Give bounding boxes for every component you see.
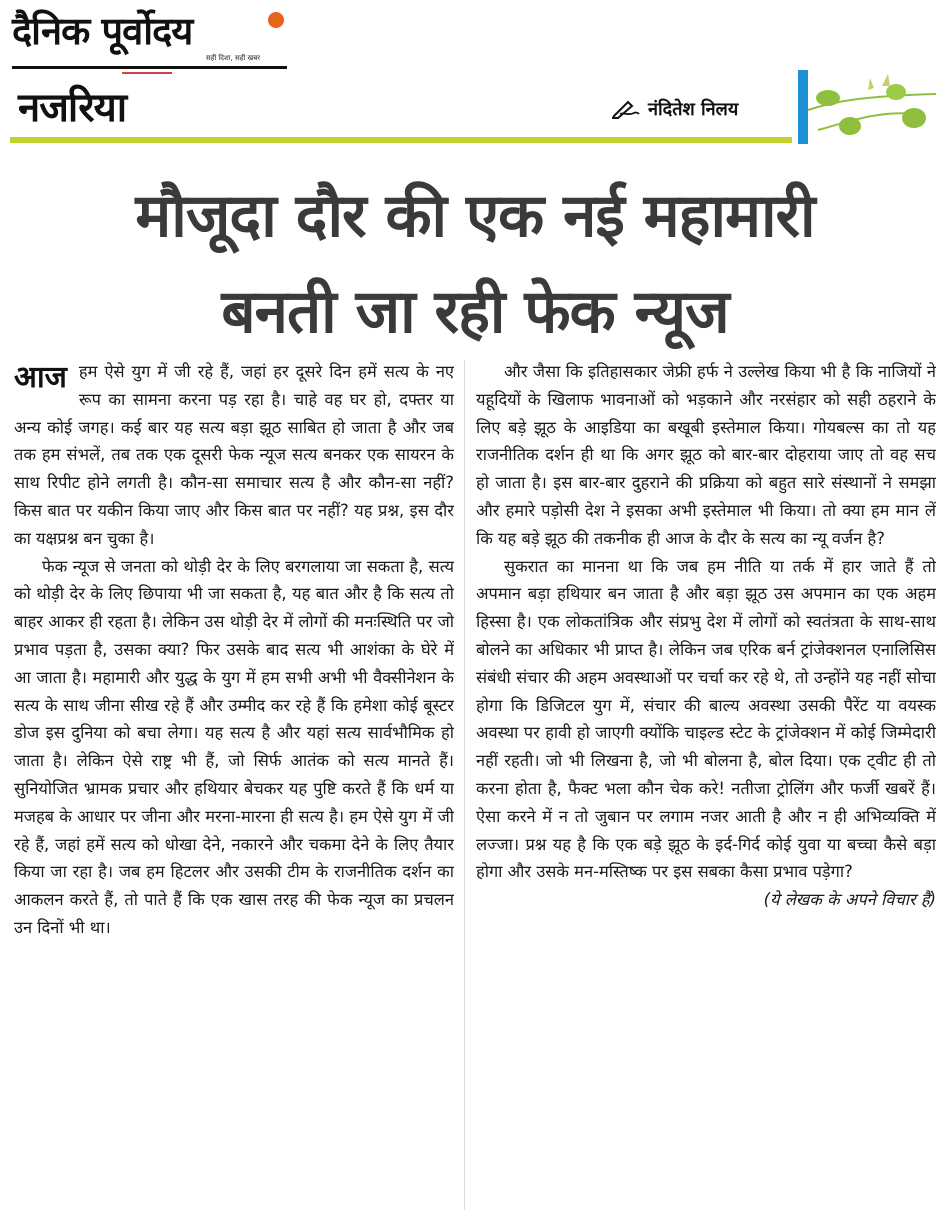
author-name: नंदितेश निलय xyxy=(648,99,739,120)
article-column-right xyxy=(476,358,936,914)
masthead xyxy=(12,8,287,70)
author-byline xyxy=(612,94,738,124)
pen-icon xyxy=(612,99,640,119)
headline xyxy=(30,168,920,360)
dropcap: आज xyxy=(14,360,67,395)
column-divider xyxy=(464,360,465,1210)
author-disclaimer: (ये लेखक के अपने विचार हैं) xyxy=(763,890,936,910)
article-paragraph-text: हम ऐसे युग में जी रहे हैं, जहां हर दूसरे दिन हमें सत्य के नए रूप का सामना करना पड़ रहा है। चाहे वह घर हो, दफ्तर या अन्य कोई जगह। कई बार यह सत्य बड़ा झूठ साबित हो जाता है और जब तक हम संभलें, तब तक एक दूसरी फेक न्यूज सत्य बनकर एक सायरन के साथ रिपीट होने लगती है। कौन-सा समाचार सत्य है और कौन-सा नहीं? किस बात पर यकीन किया जाए और किस बात पर नहीं? यह प्रश्न, इस दौर का यक्षप्रश्न बन चुका है। xyxy=(14,362,454,548)
masthead-title: दैनिक पूर्वोदय xyxy=(12,9,193,53)
article-paragraph: और जैसा कि इतिहासकार जेफ्री हर्फ ने उल्लेख किया भी है कि नाजियों ने यहूदियों के खिलाफ भावनाओं को भड़काने और नरसंहार को सही ठहराने के लिए बड़े झूठ के आइडिया का बखूबी इस्तेमाल किया। गोयबल्स का तो यह राजनीतिक दर्शन ही था कि अगर झूठ को बार-बार दोहराया जाए तो वह सच हो जाता है। इस बार-बार दुहराने की प्रक्रिया को बहुत सारे संस्थानों ने समझा और हमारे पड़ोसी देश ने इसका अभी इस्तेमाल भी किया। तो क्या हम मान लें कि यह बड़े झूठ की तकनीक ही आज के दौर के सत्य का न्यू वर्जन है? xyxy=(476,362,936,548)
article-paragraph xyxy=(14,358,454,553)
article-paragraph: फेक न्यूज से जनता को थोड़ी देर के लिए बरगलाया जा सकता है, सत्य को थोड़ी देर के लिए छिपाया भी जा सकता है, यह बात और है कि सत्य तो बाहर आकर ही रहता है। लेकिन उस थोड़ी देर में लोगों की मनःस्थिति पर जो प्रभाव पड़ता है, उसका क्या? फिर उसके बाद सत्य भी आशंका के घेरे में आ जाता है। महामारी और युद्ध के युग में हम सभी अभी भी वैक्सीनेशन के सत्य के साथ जीना सीख रहे हैं और उम्मीद कर रहे हैं कि हमेशा कोई बूस्टर डोज इस दुनिया को बचा लेगा। यह सत्य है और यहां सत्य सार्वभौमिक हो जाता है। लेकिन ऐसे राष्ट्र भी हैं, जो सिर्फ आतंक को सत्य मानते हैं। सुनियोजित भ्रामक प्रचार और हथियार बेचकर यह पुष्टि करते हैं कि धर्म या मजहब के आधार पर जीना और मरना-मारना ही सत्य है। हम ऐसे युग में जी रहे हैं, जहां हमें सत्य को धोखा देने, नकारने और चकमा देने के लिए तैयार किया जा रहा है। जब हम हिटलर और उसकी टीम के राजनीतिक दर्शन का आकलन करते हैं, तो पाते हैं कि एक खास तरह की फेक न्यूज का प्रचलन उन दिनों भी था। xyxy=(14,556,454,937)
section-label: नजरिया xyxy=(18,85,127,131)
brand-dot-icon xyxy=(268,12,284,28)
section-accent-rule xyxy=(10,137,792,143)
masthead-accent-line xyxy=(122,72,172,74)
masthead-rule xyxy=(12,66,287,69)
headline-line-2: बनती जा रही फेक न्यूज xyxy=(221,277,729,347)
article-column-left xyxy=(14,358,454,942)
article-paragraph: सुकरात का मानना था कि जब हम नीति या तर्क में हार जाते हैं तो अपमान बड़ा हथियार बन जाता है और बड़ा झूठ उस अपमान का एक अहम हिस्सा है। एक लोकतांत्रिक और संप्रभु देश में लोगों को स्वतंत्रता के साथ-साथ बोलने का अधिकार भी प्राप्त है। लेकिन जब एरिक बर्न ट्रांजेक्शनल एनालिसिस संबंधी संचार की अहम अवस्थाओं पर चर्चा कर रहे थे, तो उन्होंने यह नहीं सोचा होगा कि डिजिटल युग में, संचार की बाल्य अवस्था उसकी पैरेंट या वयस्क अवस्था पर हावी हो जाएगी क्योंकि चाइल्ड स्टेट के ट्रांजेक्शन में कोई जिम्मेदारी नहीं रहती। जो भी लिखना है, जो भी बोलना है, बोल दिया। एक ट्वीट ही तो करना होता है, फैक्ट भला कौन चेक करे! नतीजा ट्रोलिंग और फर्जी खबरें हैं। ऐसा करने में न तो जुबान पर लगाम नजर आती है और न ही अभिव्यक्ति में लज्जा। प्रश्न यह है कि एक बड़े झूठ के इर्द-गिर्द कोई युवा या बच्चा कैसे बड़ा होगा और उसके मन-मस्तिष्क पर इस सबका कैसा प्रभाव पड़ेगा? xyxy=(476,556,936,882)
leaf-branch-icon xyxy=(798,70,938,144)
headline-line-1: मौजूदा दौर की एक नई महामारी xyxy=(135,181,815,251)
masthead-tagline: सही दिशा, सही खबर xyxy=(206,54,261,62)
